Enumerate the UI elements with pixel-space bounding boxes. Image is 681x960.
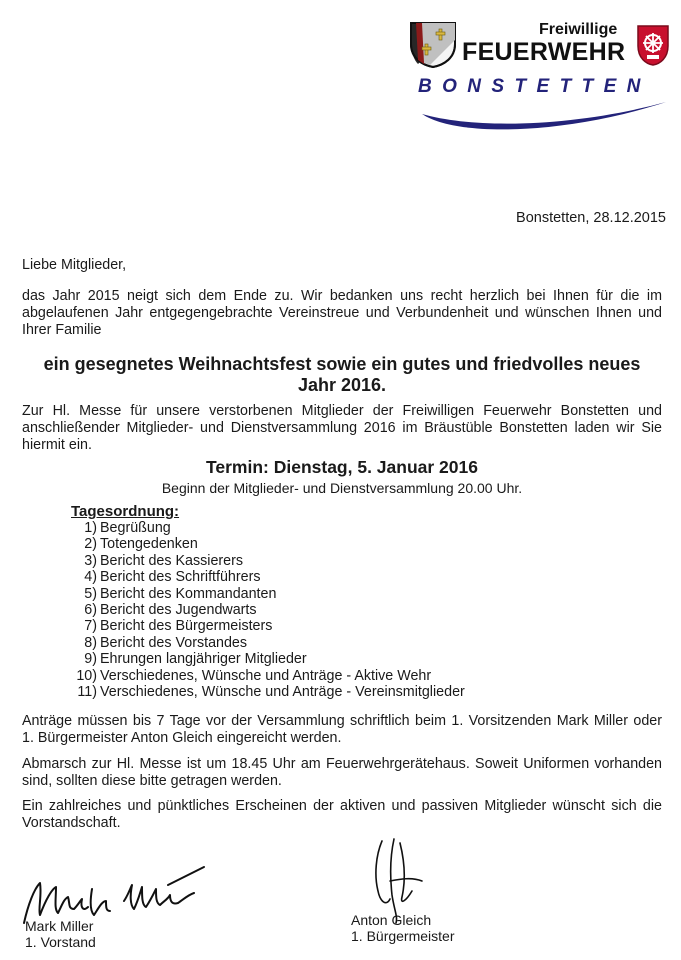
agenda-item-text: Verschiedenes, Wünsche und Anträge - Vereinsmitglieder bbox=[100, 684, 465, 701]
agenda-item-text: Ehrungen langjähriger Mitglieder bbox=[100, 651, 307, 668]
agenda-item-text: Bericht des Kassierers bbox=[100, 552, 244, 569]
departure-line: Abmarsch zur Hl. Messe ist um 18.45 Uhr am Feuerwehrgerätehaus. Soweit Uniformen vorhanden bbox=[22, 756, 662, 772]
signer-name: Mark Miller bbox=[25, 918, 94, 934]
agenda-item-number: 7) bbox=[84, 618, 97, 635]
mass-line: Zur Hl. Messe für unsere verstorbenen Mitglieder der Freiwilligen Feuerwehr Bonstetten und bbox=[22, 403, 662, 419]
agenda-item bbox=[70, 586, 465, 602]
agenda-item-text: Bericht des Bürgermeisters bbox=[100, 618, 273, 635]
agenda-item bbox=[70, 668, 465, 684]
agenda-item bbox=[70, 553, 465, 569]
mass-line: anschließender Mitglieder- und Dienstversammlung 2016 im Bräustüble Bonstetten laden wir Sie bbox=[22, 420, 662, 436]
greeting: Liebe Mitglieder, bbox=[22, 257, 127, 273]
wish-line: Jahr 2016. bbox=[297, 375, 387, 395]
departure-line: sind, sollten diese bitte getragen werden. bbox=[22, 773, 282, 789]
attendance-line: Vorstandschaft. bbox=[22, 815, 121, 831]
mass-line: hiermit ein. bbox=[22, 437, 92, 453]
signer-role: 1. Vorstand bbox=[25, 934, 96, 950]
intro-line: abgelaufenen Jahr entgegengebrachte Vereinstreue und Verbundenheit und wünschen Ihnen und bbox=[22, 305, 662, 321]
mass-invitation bbox=[22, 403, 662, 454]
signer-name: Anton Gleich bbox=[351, 912, 432, 928]
departure-paragraph bbox=[22, 756, 662, 790]
intro-line: das Jahr 2015 neigt sich dem Ende zu. Wir bedanken uns recht herzlich bei Ihnen für die im bbox=[22, 288, 662, 304]
agenda-item-text: Bericht des Jugendwarts bbox=[100, 602, 257, 619]
agenda-item-text: Bericht des Schriftführers bbox=[100, 569, 261, 586]
agenda-item-text: Verschiedenes, Wünsche und Anträge - Aktive Wehr bbox=[100, 667, 432, 684]
agenda-item bbox=[70, 684, 465, 700]
signer-anton-gleich bbox=[351, 912, 454, 944]
wish-line: ein gesegnetes Weihnachtsfest sowie ein gutes und friedvolles neues bbox=[43, 354, 641, 374]
agenda-item-number: 4) bbox=[84, 569, 97, 586]
agenda-item-number: 11) bbox=[77, 684, 97, 701]
agenda-item bbox=[70, 520, 465, 536]
motions-line: 1. Bürgermeister Anton Gleich eingereicht werden. bbox=[22, 730, 342, 746]
agenda-item-number: 1) bbox=[84, 520, 97, 536]
agenda-item-number: 8) bbox=[84, 634, 97, 651]
coat-of-arms-icon bbox=[408, 20, 458, 68]
agenda-item-number: 9) bbox=[84, 651, 97, 668]
intro-line: Ihrer Familie bbox=[22, 322, 102, 338]
agenda-item-number: 3) bbox=[84, 552, 97, 569]
attendance-paragraph bbox=[22, 798, 662, 832]
agenda-item-text: Bericht des Kommandanten bbox=[100, 585, 277, 602]
meeting-date-heading: Termin: Dienstag, 5. Januar 2016 bbox=[205, 457, 478, 477]
letterhead-line1: Freiwillige bbox=[539, 21, 618, 38]
agenda-title: Tagesordnung: bbox=[71, 503, 180, 520]
christmas-wish bbox=[22, 354, 662, 396]
agenda-item-text: Totengedenken bbox=[100, 536, 198, 553]
letterhead-town: BONSTETTEN bbox=[418, 76, 651, 97]
letterhead bbox=[0, 0, 681, 150]
agenda-item-number: 6) bbox=[84, 602, 97, 619]
agenda-item bbox=[70, 569, 465, 585]
agenda-item-number: 5) bbox=[84, 585, 97, 602]
agenda-item-number: 10) bbox=[76, 667, 97, 684]
intro-paragraph bbox=[22, 288, 662, 339]
motions-paragraph bbox=[22, 713, 662, 747]
letter-date: Bonstetten, 28.12.2015 bbox=[516, 210, 666, 226]
meeting-start-time: Beginn der Mitglieder- und Dienstversammlung 20.00 Uhr. bbox=[161, 480, 523, 496]
letterhead-swoosh bbox=[418, 100, 670, 136]
agenda-item bbox=[70, 536, 465, 552]
agenda-item-text: Begrüßung bbox=[100, 520, 171, 536]
attendance-line: Ein zahlreiches und pünktliches Erscheinen der aktiven und passiven Mitglieder wünscht sich die bbox=[22, 798, 662, 814]
signer-role: 1. Bürgermeister bbox=[351, 928, 455, 944]
agenda-item-number: 2) bbox=[84, 536, 97, 553]
agenda-list bbox=[70, 520, 465, 700]
signer-mark-miller bbox=[25, 918, 96, 950]
agenda-item bbox=[70, 635, 465, 651]
fire-brigade-seal-icon bbox=[636, 22, 670, 66]
agenda-item bbox=[70, 618, 465, 634]
motions-line: Anträge müssen bis 7 Tage vor der Versammlung schriftlich beim 1. Vorsitzenden Mark Miller oder bbox=[22, 713, 662, 729]
agenda-item bbox=[70, 602, 465, 618]
agenda-item-text: Bericht des Vorstandes bbox=[100, 634, 248, 651]
letterhead-line2: FEUERWEHR bbox=[462, 38, 626, 66]
agenda-item bbox=[70, 651, 465, 667]
